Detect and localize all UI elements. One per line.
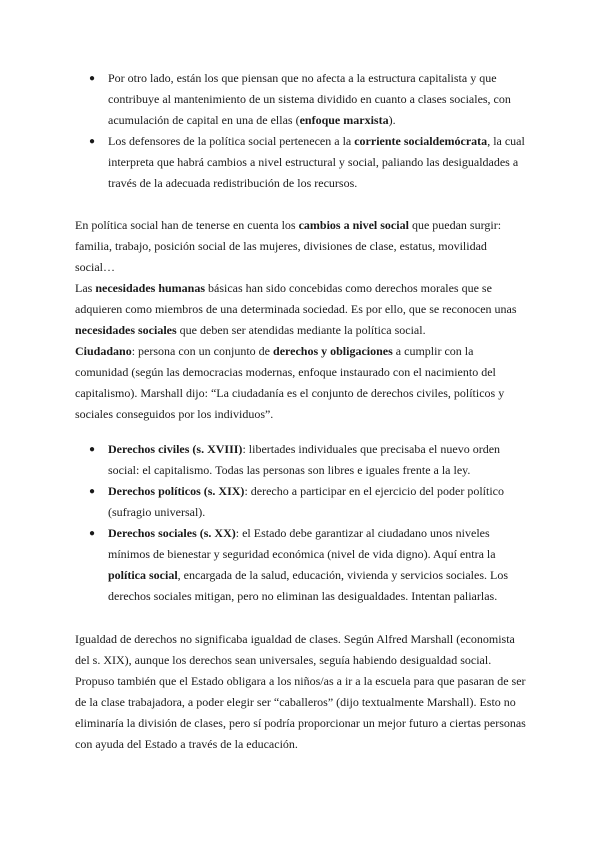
paragraph-cambios: En política social han de tenerse en cuenta los cambios a nivel social que puedan surgir: familia, trabajo, posición social de las mujeres, divisiones de clase, estatus, movilidad social…	[75, 218, 502, 274]
bullet-list-enfoques	[75, 68, 527, 194]
list-item: ● Derechos políticos (s. XIX): derecho a participar en el ejercicio del poder político (sufragio universal).	[75, 481, 527, 523]
bullet-list-derechos	[75, 439, 527, 607]
bullet-icon: ●	[89, 486, 96, 497]
paragraph-igualdad: Igualdad de derechos no significaba igualdad de clases. Según Alfred Marshall (economista del s. XIX), aunque los derechos sean universales, seguía habiendo desigualdad social. Propuso también que el Estado obligara a los niños/as a ir a la escuela para que pasaran de ser de la clase trabajadora, a poder elegir ser “caballeros” (dijo textualmente Marshall). Esto no eliminaría la división de clases, pero sí podría proporcionar un mejor futuro a ciertas personas con ayuda del Estado a través de la educación.	[75, 632, 526, 751]
list-item: ● Derechos civiles (s. XVIII): libertades individuales que precisaba el nuevo orden social: el capitalismo. Todas las personas son libres e iguales frente a la ley.	[75, 439, 527, 481]
bullet-icon: ●	[89, 73, 96, 84]
paragraph-ciudadano: Ciudadano: persona con un conjunto de derechos y obligaciones a cumplir con la comunidad (según las democracias modernas, enfoque instaurado con el nacimiento del capitalismo). Marshall dijo: “La ciudadanía es el conjunto de derechos civiles, políticos y sociales conseguidos por los individuos”.	[75, 344, 505, 421]
list-item: ● Derechos sociales (s. XX): el Estado debe garantizar al ciudadano unos niveles mínimos de bienestar y seguridad económica (nivel de vida digno). Aquí entra la política social, encargada de la salud, educación, vivienda y servicios sociales. Los derechos sociales mitigan, pero no eliminan las desigualdades. Intentan paliarlas.	[75, 523, 527, 607]
paragraph-necesidades: Las necesidades humanas básicas han sido concebidas como derechos morales que se adquieren como miembros de una determinada sociedad. Es por ello, que se reconocen unas necesidades sociales que deben ser atendidas mediante la política social.	[75, 281, 517, 337]
paragraph-group-conceptos	[75, 215, 527, 425]
bullet-icon: ●	[89, 528, 96, 539]
bullet-icon: ●	[89, 444, 96, 455]
list-item: ● Los defensores de la política social pertenecen a la corriente socialdemócrata, la cual interpreta que habrá cambios a nivel estructural y social, paliando las desigualdades a través de la adecuada redistribución de los recursos.	[75, 131, 527, 194]
bullet-icon: ●	[89, 136, 96, 147]
list-item: ● Por otro lado, están los que piensan que no afecta a la estructura capitalista y que contribuye al mantenimiento de un sistema dividido en cuanto a clases sociales, con acumulación de capital en una de ellas (enfoque marxista).	[75, 68, 527, 131]
